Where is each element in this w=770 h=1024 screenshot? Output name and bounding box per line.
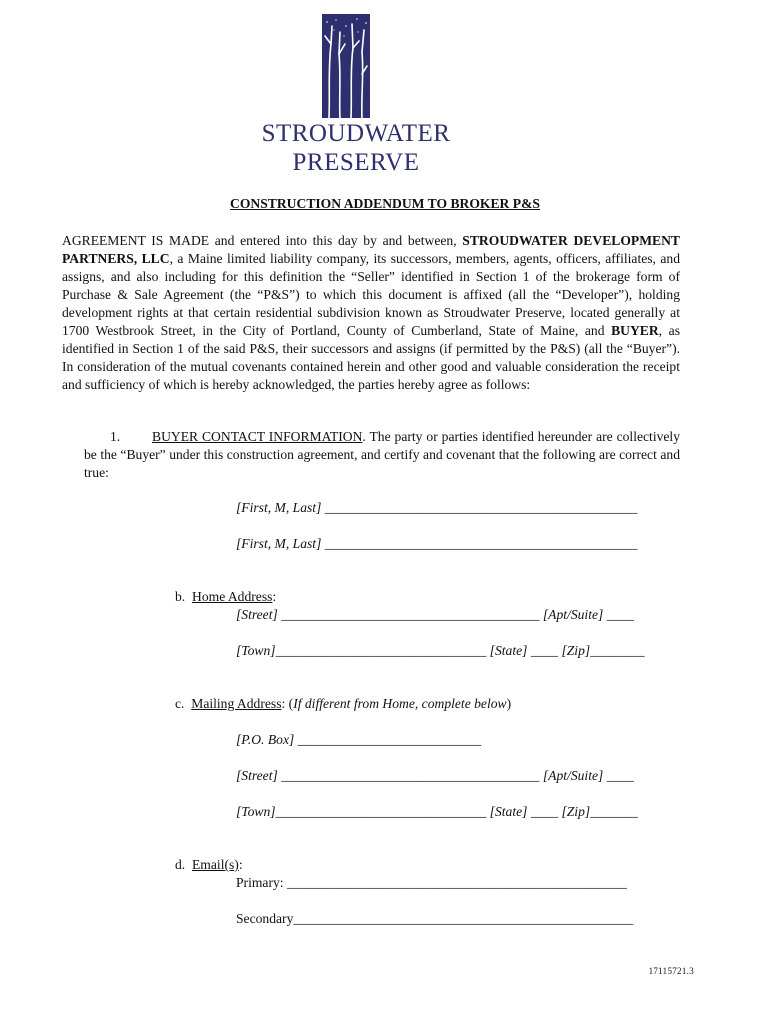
developer-name: STROUDWATER DEVELOPMENT PARTNERS, LLC	[62, 233, 680, 266]
logo-line-2: PRESERVE	[292, 149, 420, 176]
secondary-email-label: Secondary	[236, 911, 294, 926]
state-label: [State]	[489, 804, 528, 819]
state-label: [State]	[489, 643, 528, 658]
town-blank: _______________________________	[275, 804, 487, 819]
emails-label: Email(s)	[192, 857, 239, 872]
town-label: [Town]	[236, 643, 276, 658]
item-letter: c.	[175, 696, 185, 711]
document-title: CONSTRUCTION ADDENDUM TO BROKER P&S	[230, 196, 540, 211]
apt-blank: ____	[603, 607, 634, 622]
street-blank: ______________________________________	[277, 768, 540, 783]
mailing-address-note: If different from Home, complete below	[293, 696, 507, 711]
document-id: 17115721.3	[648, 966, 694, 976]
secondary-email-field[interactable]	[236, 911, 633, 927]
item-letter: b.	[175, 589, 186, 604]
home-town-field[interactable]	[236, 643, 645, 659]
mailing-address-label: Mailing Address	[191, 696, 282, 711]
zip-blank: _______	[590, 804, 638, 819]
town-label: [Town]	[236, 804, 276, 819]
street-blank: ______________________________________	[277, 607, 540, 622]
town-blank: _______________________________	[275, 643, 487, 658]
intro-paragraph	[62, 232, 680, 394]
buyer-name-label: [First, M, Last]	[236, 536, 322, 551]
zip-label: [Zip]	[561, 643, 591, 658]
buyer-name-label: [First, M, Last]	[236, 500, 322, 515]
mailing-town-field[interactable]	[236, 804, 638, 820]
state-blank: ____	[527, 804, 559, 819]
buyer-name-blank: ______________________________________________	[324, 500, 638, 515]
logo-line-1: STROUDWATER	[261, 120, 451, 147]
section-1-paragraph	[84, 428, 680, 482]
apt-label: [Apt/Suite]	[542, 607, 604, 622]
street-label: [Street]	[236, 607, 278, 622]
buyer-name-field-1[interactable]	[236, 500, 637, 516]
secondary-email-blank: __________________________________________________	[293, 911, 634, 926]
mailing-street-field[interactable]	[236, 768, 634, 784]
item-letter: d.	[175, 857, 186, 872]
section-1-number: 1.	[110, 429, 121, 444]
colon: :	[238, 857, 243, 872]
zip-blank: ________	[590, 643, 645, 658]
street-label: [Street]	[236, 768, 278, 783]
colon: :	[272, 589, 277, 604]
primary-email-blank: __________________________________________________	[286, 875, 627, 890]
colon: : (	[281, 696, 294, 711]
po-box-field[interactable]	[236, 732, 481, 748]
intro-text-3: , as identified in Section 1 of the said P&S, their successors and assigns (if permitted by the P&S) (all the “Buyer”). In consideration of the mutual covenants contained herein and other good and valuable consideration the receipt and sufficiency of which is hereby acknowledged, the parties hereby agree as follows:	[62, 323, 680, 392]
home-address-heading	[175, 589, 276, 605]
apt-blank: ____	[603, 768, 634, 783]
section-1-heading: BUYER CONTACT INFORMATION	[152, 429, 363, 444]
birch-trees-icon	[322, 14, 370, 118]
apt-label: [Apt/Suite]	[542, 768, 604, 783]
close-paren: )	[506, 696, 512, 711]
mailing-address-heading	[175, 696, 511, 712]
home-address-label: Home Address	[192, 589, 273, 604]
primary-email-label: Primary:	[236, 875, 287, 890]
buyer-name-field-2[interactable]	[236, 536, 637, 552]
intro-text-2: , a Maine limited liability company, its successors, members, agents, officers, affiliates, and assigns, and also including for this definition the “Seller” identified in Section 1 of the brokerage form of Purchase & Sale Agreement (the “P&S”) to which this document is affixed (all the “Developer”), holding development rights at that certain residential subdivision known as Stroudwater Preserve, located generally at 1700 Westbrook Street, in the City of Portland, County of Cumberland, State of Maine, and	[62, 251, 680, 338]
state-blank: ____	[527, 643, 559, 658]
buyer-term: BUYER	[611, 323, 659, 338]
buyer-name-blank: ______________________________________________	[324, 536, 638, 551]
section-1-text: . The party or parties identified hereunder are collectively be the “Buyer” under this construction agreement, and certify and covenant that the following are correct and true:	[84, 429, 680, 480]
primary-email-field[interactable]	[236, 875, 627, 891]
zip-label: [Zip]	[561, 804, 591, 819]
po-box-label: [P.O. Box]	[236, 732, 295, 747]
emails-heading	[175, 857, 243, 873]
po-box-blank: ___________________________	[294, 732, 482, 747]
intro-text-1: AGREEMENT IS MADE and entered into this day by and between,	[62, 233, 463, 248]
home-street-field[interactable]	[236, 607, 634, 623]
